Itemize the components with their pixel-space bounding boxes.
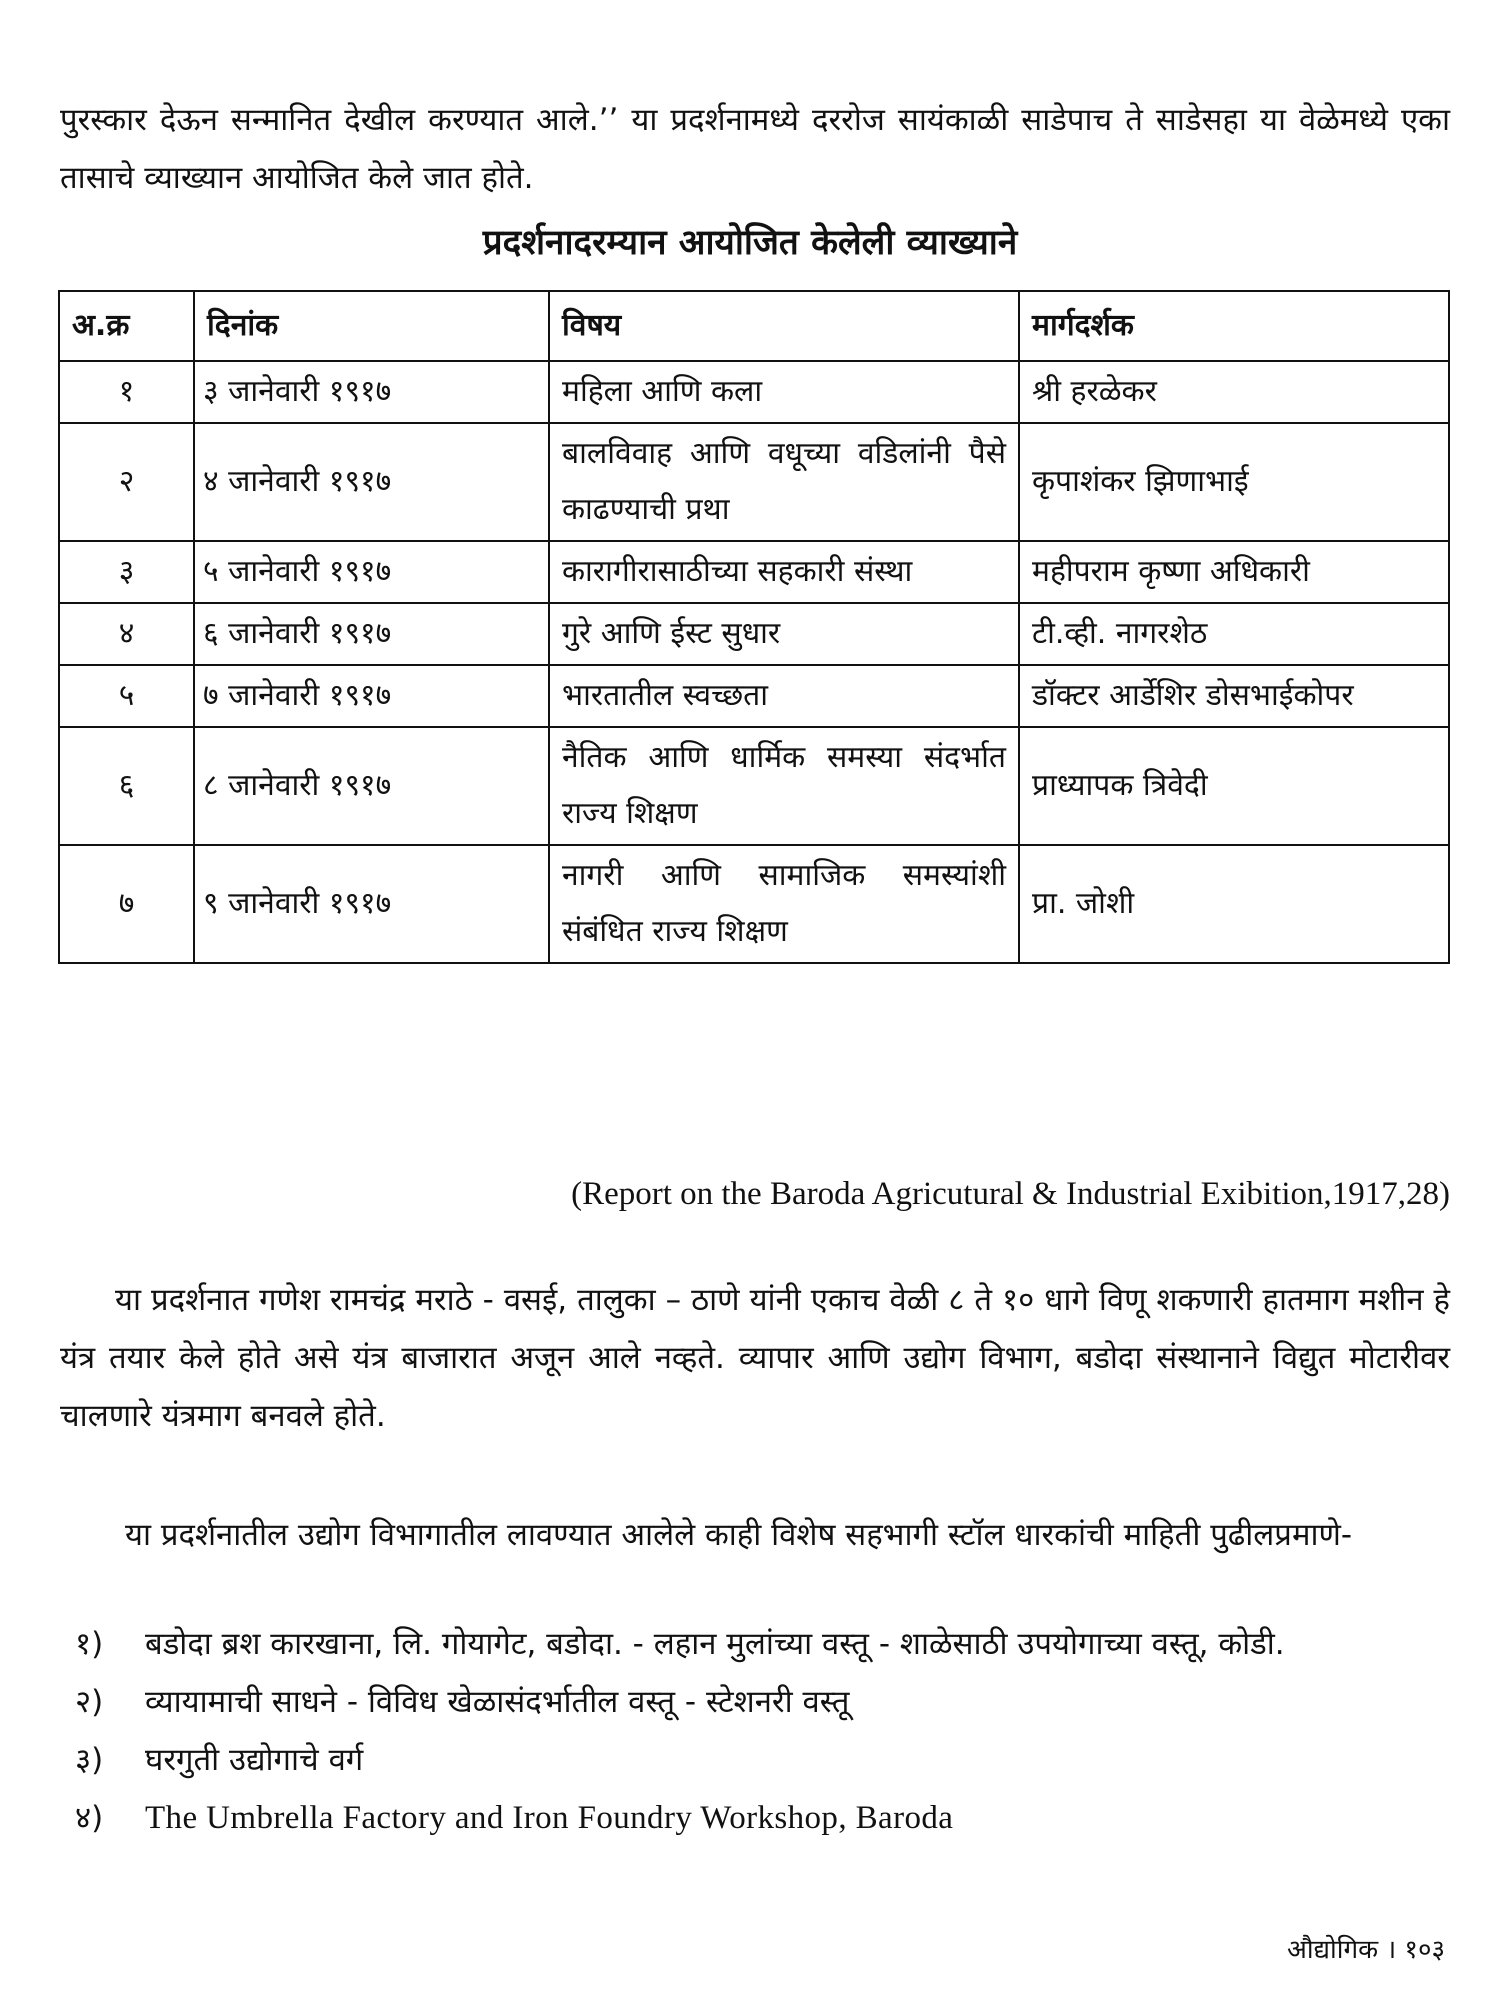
citation: (Report on the Baroda Agricutural & Industrial Exibition,1917,28) [571,1176,1450,1212]
table-row [59,361,1449,423]
table-row [59,423,1449,541]
header-serial: अ.क्र [59,291,194,361]
intro-paragraph: पुरस्कार देऊन सन्मानित देखील करण्यात आले.’’ या प्रदर्शनामध्ये दररोज सायंकाळी साडेपाच ते साडेसहा या वेळेमध्ये एका तासाचे व्याख्यान आयोजित केले जात होते. [60,102,1450,196]
row-subject: महिला आणि कला [549,361,1019,423]
row-serial: ७ [59,845,194,963]
row-date: ५ जानेवारी १९१७ [194,541,549,603]
header-subject: विषय [549,291,1019,361]
table-row [59,541,1449,603]
table-row [59,727,1449,845]
row-subject: कारागीरासाठीच्या सहकारी संस्था [549,541,1019,603]
list-item-text: The Umbrella Factory and Iron Foundry Workshop, Baroda [145,1800,954,1836]
stall-list [75,1615,1450,1847]
row-serial: ४ [59,603,194,665]
row-subject: बालविवाह आणि वधूच्या वडिलांनी पैसे काढण्याची प्रथा [549,423,1019,541]
list-item-text: बडोदा ब्रश कारखाना, लि. गोयागेट, बडोदा. - लहान मुलांच्या वस्तू - शाळेसाठी उपयोगाच्या वस्तू, कोडी. [145,1626,1285,1662]
row-serial: २ [59,423,194,541]
row-subject: नागरी आणि सामाजिक समस्यांशी संबंधित राज्य शिक्षण [549,845,1019,963]
table-row [59,845,1449,963]
row-speaker: डॉक्टर आर्डेशिर डोसभाईकोपर [1019,665,1449,727]
row-subject: गुरे आणि ईस्ट सुधार [549,603,1019,665]
row-speaker: प्रा. जोशी [1019,845,1449,963]
list-item [75,1789,1450,1847]
row-date: ७ जानेवारी १९१७ [194,665,549,727]
row-speaker: टी.व्ही. नागरशेठ [1019,603,1449,665]
body-paragraph-2: या प्रदर्शनातील उद्योग विभागातील लावण्यात आलेले काही विशेष सहभागी स्टॉल धारकांची माहिती पुढीलप्रमाणे- [125,1517,1353,1553]
row-speaker: महीपराम कृष्णा अधिकारी [1019,541,1449,603]
header-date: दिनांक [194,291,549,361]
list-marker: १) [75,1626,104,1662]
row-serial: १ [59,361,194,423]
row-serial: ६ [59,727,194,845]
page-footer: औद्योगिक । १०३ [1287,1935,1445,1965]
row-speaker: प्राध्यापक त्रिवेदी [1019,727,1449,845]
list-item [75,1731,1450,1789]
list-marker: २) [75,1684,104,1720]
row-date: ८ जानेवारी १९१७ [194,727,549,845]
row-date: ४ जानेवारी १९१७ [194,423,549,541]
row-serial: ३ [59,541,194,603]
row-speaker: श्री हरळेकर [1019,361,1449,423]
row-subject: नैतिक आणि धार्मिक समस्या संदर्भात राज्य शिक्षण [549,727,1019,845]
table-row [59,665,1449,727]
list-item [75,1615,1450,1673]
row-date: ६ जानेवारी १९१७ [194,603,549,665]
list-item-text: घरगुती उद्योगाचे वर्ग [145,1742,364,1778]
list-item [75,1673,1450,1731]
list-marker: ३) [75,1742,104,1778]
lectures-table [58,290,1450,964]
list-item-text: व्यायामाची साधने - विविध खेळासंदर्भातील वस्तू - स्टेशनरी वस्तू [145,1684,850,1720]
list-marker: ४) [75,1800,104,1836]
row-date: ९ जानेवारी १९१७ [194,845,549,963]
row-date: ३ जानेवारी १९१७ [194,361,549,423]
row-subject: भारतातील स्वच्छता [549,665,1019,727]
table-row [59,603,1449,665]
header-speaker: मार्गदर्शक [1019,291,1449,361]
row-serial: ५ [59,665,194,727]
row-speaker: कृपाशंकर झिणाभाई [1019,423,1449,541]
table-header-row [59,291,1449,361]
body-paragraph-1: या प्रदर्शनात गणेश रामचंद्र मराठे - वसई, तालुका – ठाणे यांनी एकाच वेळी ८ ते १० धागे विणू शकणारी हातमाग मशीन हे यंत्र तयार केले होते असे यंत्र बाजारात अजून आले नव्हते. व्यापार आणि उद्योग विभाग, बडोदा संस्थानाने विद्युत मोटारीवर चालणारे यंत्रमाग बनवले होते. [60,1282,1450,1434]
table-title: प्रदर्शनादरम्यान आयोजित केलेली व्याख्याने [482,223,1018,263]
